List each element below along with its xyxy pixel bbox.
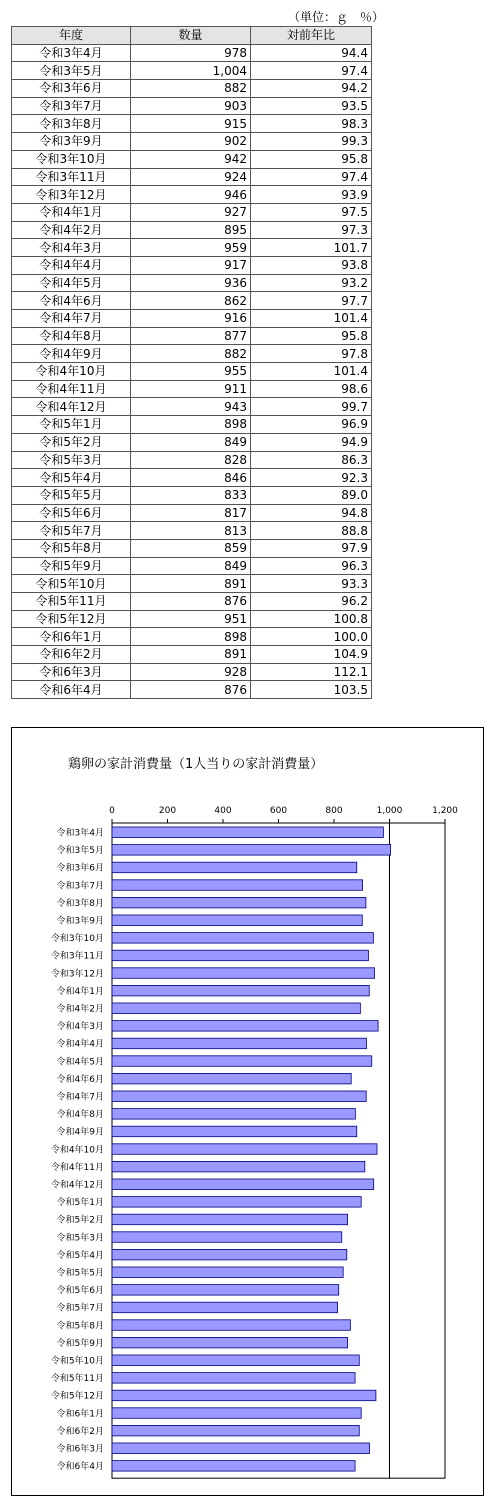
table-row xyxy=(12,168,372,186)
table-row xyxy=(12,416,372,434)
cell-period: 令和4年9月 xyxy=(12,345,131,363)
cell-period: 令和4年3月 xyxy=(12,239,131,257)
x-tick-label: 1,200 xyxy=(432,806,458,816)
cell-period: 令和3年8月 xyxy=(12,115,131,133)
bar xyxy=(112,1073,351,1084)
bar xyxy=(112,827,383,838)
cell-quantity: 849 xyxy=(131,557,251,575)
cell-quantity: 828 xyxy=(131,451,251,469)
table-row xyxy=(12,433,372,451)
table-row xyxy=(12,398,372,416)
cell-period: 令和3年10月 xyxy=(12,150,131,168)
bar xyxy=(112,862,357,873)
category-label: 令和5年3月 xyxy=(56,1233,104,1244)
cell-yoy: 95.8 xyxy=(251,327,372,345)
cell-period: 令和5年9月 xyxy=(12,557,131,575)
cell-yoy: 94.4 xyxy=(251,44,372,62)
table-row xyxy=(12,504,372,522)
cell-quantity: 876 xyxy=(131,681,251,699)
category-label: 令和6年2月 xyxy=(56,1426,104,1437)
bar xyxy=(112,1249,347,1260)
bar xyxy=(112,933,373,944)
table-body xyxy=(12,44,372,698)
bar-chart xyxy=(12,728,483,1495)
cell-period: 令和5年3月 xyxy=(12,451,131,469)
x-tick-label: 0 xyxy=(109,806,115,816)
bar xyxy=(112,1408,361,1419)
cell-yoy: 104.9 xyxy=(251,646,372,664)
cell-yoy: 89.0 xyxy=(251,486,372,504)
cell-yoy: 93.9 xyxy=(251,186,372,204)
category-label: 令和5年6月 xyxy=(56,1286,104,1297)
cell-quantity: 924 xyxy=(131,168,251,186)
cell-yoy: 97.8 xyxy=(251,345,372,363)
cell-yoy: 97.7 xyxy=(251,292,372,310)
cell-period: 令和4年2月 xyxy=(12,221,131,239)
cell-period: 令和5年8月 xyxy=(12,539,131,557)
cell-period: 令和5年6月 xyxy=(12,504,131,522)
cell-quantity: 951 xyxy=(131,610,251,628)
cell-yoy: 93.8 xyxy=(251,256,372,274)
header-period: 年度 xyxy=(12,27,131,45)
table-row xyxy=(12,186,372,204)
cell-quantity: 928 xyxy=(131,663,251,681)
cell-period: 令和6年3月 xyxy=(12,663,131,681)
cell-yoy: 86.3 xyxy=(251,451,372,469)
cell-quantity: 862 xyxy=(131,292,251,310)
table-row xyxy=(12,221,372,239)
category-label: 令和3年10月 xyxy=(50,934,104,945)
bar xyxy=(112,1144,377,1155)
bar xyxy=(112,1320,350,1331)
table-row xyxy=(12,451,372,469)
cell-yoy: 101.4 xyxy=(251,363,372,381)
cell-yoy: 103.5 xyxy=(251,681,372,699)
bar xyxy=(112,1232,342,1243)
table-row xyxy=(12,610,372,628)
cell-period: 令和4年6月 xyxy=(12,292,131,310)
cell-yoy: 93.5 xyxy=(251,97,372,115)
category-label: 令和4年5月 xyxy=(56,1057,104,1068)
table-header-row xyxy=(12,27,372,45)
chart-title: 鶏卵の家計消費量（1人当りの家計消費量） xyxy=(68,757,324,772)
cell-quantity: 955 xyxy=(131,363,251,381)
table-row xyxy=(12,363,372,381)
x-tick-label: 400 xyxy=(214,806,232,816)
data-table xyxy=(11,26,372,699)
category-label: 令和5年11月 xyxy=(50,1374,104,1385)
cell-quantity: 902 xyxy=(131,133,251,151)
cell-quantity: 911 xyxy=(131,380,251,398)
cell-period: 令和6年2月 xyxy=(12,646,131,664)
cell-period: 令和5年1月 xyxy=(12,416,131,434)
category-label: 令和3年12月 xyxy=(50,969,104,980)
category-label: 令和4年7月 xyxy=(56,1092,104,1103)
cell-quantity: 943 xyxy=(131,398,251,416)
bar xyxy=(112,985,369,996)
category-label: 令和6年4月 xyxy=(56,1462,104,1473)
category-label: 令和6年3月 xyxy=(56,1444,104,1455)
table-row xyxy=(12,681,372,699)
cell-quantity: 959 xyxy=(131,239,251,257)
category-label: 令和4年6月 xyxy=(56,1074,104,1085)
table-row xyxy=(12,80,372,98)
category-label: 令和5年10月 xyxy=(50,1356,104,1367)
cell-period: 令和4年11月 xyxy=(12,380,131,398)
cell-yoy: 94.8 xyxy=(251,504,372,522)
table-row xyxy=(12,44,372,62)
category-label: 令和5年7月 xyxy=(56,1303,104,1314)
category-label: 令和4年2月 xyxy=(56,1004,104,1015)
bar xyxy=(112,1390,376,1401)
category-label: 令和5年12月 xyxy=(50,1391,104,1402)
cell-yoy: 96.2 xyxy=(251,593,372,611)
cell-period: 令和3年12月 xyxy=(12,186,131,204)
bar xyxy=(112,1038,366,1049)
cell-yoy: 97.9 xyxy=(251,539,372,557)
cell-quantity: 898 xyxy=(131,416,251,434)
category-label: 令和5年1月 xyxy=(56,1198,104,1209)
cell-yoy: 97.5 xyxy=(251,203,372,221)
cell-quantity: 917 xyxy=(131,256,251,274)
cell-yoy: 94.2 xyxy=(251,80,372,98)
x-tick-label: 1,000 xyxy=(376,806,403,816)
category-label: 令和5年9月 xyxy=(56,1338,104,1349)
x-tick-label: 600 xyxy=(269,806,288,816)
cell-quantity: 903 xyxy=(131,97,251,115)
cell-yoy: 96.9 xyxy=(251,416,372,434)
table-row xyxy=(12,62,372,80)
cell-quantity: 946 xyxy=(131,186,251,204)
table-row xyxy=(12,203,372,221)
cell-period: 令和3年11月 xyxy=(12,168,131,186)
cell-quantity: 813 xyxy=(131,522,251,540)
bar xyxy=(112,880,363,891)
cell-period: 令和4年8月 xyxy=(12,327,131,345)
cell-quantity: 891 xyxy=(131,575,251,593)
table-row xyxy=(12,663,372,681)
cell-quantity: 895 xyxy=(131,221,251,239)
table-row xyxy=(12,557,372,575)
bar xyxy=(112,1267,343,1278)
category-label: 令和4年10月 xyxy=(50,1145,104,1156)
cell-yoy: 94.9 xyxy=(251,433,372,451)
cell-yoy: 96.3 xyxy=(251,557,372,575)
unit-note: （単位：ｇ ％） xyxy=(288,10,385,24)
cell-yoy: 98.6 xyxy=(251,380,372,398)
category-label: 令和4年8月 xyxy=(56,1110,104,1121)
cell-quantity: 849 xyxy=(131,433,251,451)
cell-period: 令和3年6月 xyxy=(12,80,131,98)
cell-yoy: 95.8 xyxy=(251,150,372,168)
table-row xyxy=(12,522,372,540)
table-row xyxy=(12,256,372,274)
cell-yoy: 97.3 xyxy=(251,221,372,239)
x-tick-label: 800 xyxy=(325,806,343,816)
bar xyxy=(112,1461,355,1472)
category-label: 令和4年9月 xyxy=(56,1127,104,1138)
table-row xyxy=(12,292,372,310)
cell-period: 令和4年5月 xyxy=(12,274,131,292)
cell-quantity: 978 xyxy=(131,44,251,62)
cell-quantity: 882 xyxy=(131,80,251,98)
cell-quantity: 833 xyxy=(131,486,251,504)
bar xyxy=(112,1285,339,1296)
bar xyxy=(112,1109,355,1120)
table-row xyxy=(12,327,372,345)
cell-quantity: 936 xyxy=(131,274,251,292)
cell-period: 令和5年10月 xyxy=(12,575,131,593)
cell-period: 令和4年10月 xyxy=(12,363,131,381)
category-label: 令和3年7月 xyxy=(56,881,104,892)
category-label: 令和4年4月 xyxy=(56,1039,104,1050)
category-label: 令和4年11月 xyxy=(50,1162,104,1173)
cell-quantity: 846 xyxy=(131,469,251,487)
cell-yoy: 88.8 xyxy=(251,522,372,540)
bar xyxy=(112,1425,359,1436)
cell-period: 令和5年11月 xyxy=(12,593,131,611)
cell-period: 令和4年4月 xyxy=(12,256,131,274)
cell-period: 令和5年4月 xyxy=(12,469,131,487)
bar xyxy=(112,845,391,856)
cell-yoy: 98.3 xyxy=(251,115,372,133)
bar xyxy=(112,1126,357,1137)
cell-yoy: 99.7 xyxy=(251,398,372,416)
bar xyxy=(112,950,368,961)
category-label: 令和5年5月 xyxy=(56,1268,104,1279)
category-label: 令和3年8月 xyxy=(56,898,104,909)
cell-yoy: 101.7 xyxy=(251,239,372,257)
bar xyxy=(112,1443,370,1454)
category-label: 令和3年5月 xyxy=(56,846,104,857)
category-label: 令和5年2月 xyxy=(56,1215,104,1226)
table-row xyxy=(12,310,372,328)
cell-quantity: 891 xyxy=(131,646,251,664)
cell-period: 令和5年7月 xyxy=(12,522,131,540)
cell-yoy: 92.3 xyxy=(251,469,372,487)
bar xyxy=(112,1056,372,1067)
cell-quantity: 817 xyxy=(131,504,251,522)
bar xyxy=(112,968,375,979)
header-yoy: 対前年比 xyxy=(251,27,372,45)
cell-quantity: 927 xyxy=(131,203,251,221)
bar xyxy=(112,1337,348,1348)
table-row xyxy=(12,593,372,611)
bar xyxy=(112,1179,374,1190)
x-tick-label: 200 xyxy=(158,806,177,816)
cell-period: 令和5年2月 xyxy=(12,433,131,451)
category-label: 令和4年3月 xyxy=(56,1022,104,1033)
bar xyxy=(112,1091,366,1102)
table-row xyxy=(12,646,372,664)
table-row xyxy=(12,150,372,168)
cell-period: 令和4年1月 xyxy=(12,203,131,221)
cell-period: 令和4年7月 xyxy=(12,310,131,328)
cell-period: 令和3年9月 xyxy=(12,133,131,151)
category-label: 令和3年11月 xyxy=(50,951,104,962)
cell-period: 令和4年12月 xyxy=(12,398,131,416)
cell-yoy: 112.1 xyxy=(251,663,372,681)
cell-quantity: 915 xyxy=(131,115,251,133)
table-row xyxy=(12,539,372,557)
cell-quantity: 1,004 xyxy=(131,62,251,80)
category-label: 令和3年6月 xyxy=(56,863,104,874)
cell-quantity: 877 xyxy=(131,327,251,345)
cell-period: 令和3年7月 xyxy=(12,97,131,115)
category-label: 令和4年12月 xyxy=(50,1180,104,1191)
table-row xyxy=(12,575,372,593)
cell-yoy: 97.4 xyxy=(251,168,372,186)
bar xyxy=(112,1003,360,1014)
category-label: 令和5年4月 xyxy=(56,1250,104,1261)
table-row xyxy=(12,628,372,646)
cell-quantity: 876 xyxy=(131,593,251,611)
table-row xyxy=(12,239,372,257)
cell-period: 令和5年12月 xyxy=(12,610,131,628)
bar xyxy=(112,1302,338,1313)
cell-quantity: 942 xyxy=(131,150,251,168)
cell-yoy: 93.3 xyxy=(251,575,372,593)
category-label: 令和6年1月 xyxy=(56,1409,104,1420)
chart-area xyxy=(11,727,484,1496)
cell-period: 令和3年4月 xyxy=(12,44,131,62)
table-row xyxy=(12,274,372,292)
cell-period: 令和6年1月 xyxy=(12,628,131,646)
cell-yoy: 100.0 xyxy=(251,628,372,646)
bar xyxy=(112,897,366,908)
cell-period: 令和3年5月 xyxy=(12,62,131,80)
table-row xyxy=(12,469,372,487)
cell-yoy: 101.4 xyxy=(251,310,372,328)
bar xyxy=(112,1021,378,1032)
cell-yoy: 100.8 xyxy=(251,610,372,628)
category-label: 令和3年9月 xyxy=(56,916,104,927)
cell-quantity: 916 xyxy=(131,310,251,328)
bar xyxy=(112,1197,361,1208)
category-label: 令和4年1月 xyxy=(56,986,104,997)
header-quantity: 数量 xyxy=(131,27,251,45)
cell-yoy: 97.4 xyxy=(251,62,372,80)
bar xyxy=(112,1214,348,1225)
category-label: 令和3年4月 xyxy=(56,828,104,839)
bar xyxy=(112,1373,355,1384)
table-row xyxy=(12,486,372,504)
table-row xyxy=(12,133,372,151)
cell-quantity: 898 xyxy=(131,628,251,646)
cell-yoy: 99.3 xyxy=(251,133,372,151)
cell-yoy: 93.2 xyxy=(251,274,372,292)
bar xyxy=(112,1161,365,1172)
cell-period: 令和6年4月 xyxy=(12,681,131,699)
bar xyxy=(112,915,362,926)
table-row xyxy=(12,345,372,363)
cell-quantity: 859 xyxy=(131,539,251,557)
table-row xyxy=(12,115,372,133)
table-row xyxy=(12,97,372,115)
cell-period: 令和5年5月 xyxy=(12,486,131,504)
table-row xyxy=(12,380,372,398)
category-label: 令和5年8月 xyxy=(56,1321,104,1332)
cell-quantity: 882 xyxy=(131,345,251,363)
bar xyxy=(112,1355,359,1366)
